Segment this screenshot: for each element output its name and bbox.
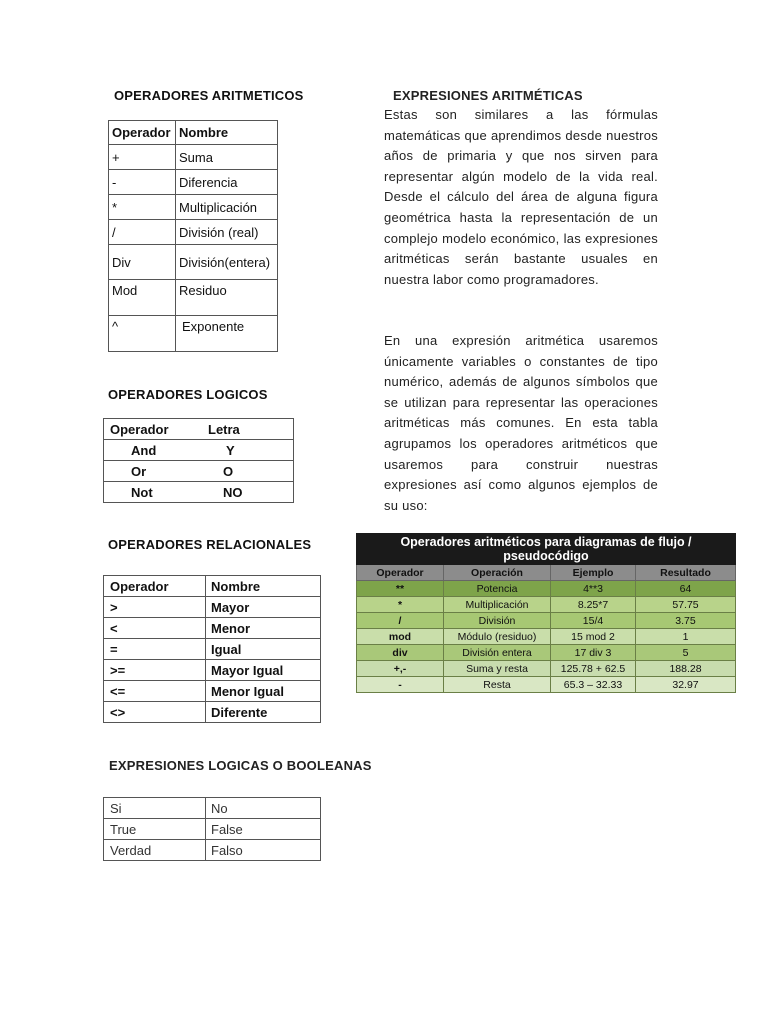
- table-row: [109, 280, 278, 316]
- table-cell: <>: [104, 702, 206, 723]
- table-cell: mod: [357, 629, 444, 645]
- table-cell: NO: [205, 482, 294, 503]
- table-row: [357, 629, 736, 645]
- table-cell: *: [357, 597, 444, 613]
- flow-table-title: Operadores aritméticos para diagramas de flujo / pseudocódigo: [357, 534, 736, 565]
- table-cell: 125.78 + 62.5: [551, 661, 636, 677]
- table-row: [104, 660, 321, 681]
- table-cell: True: [104, 819, 206, 840]
- table-cell: And: [104, 440, 206, 461]
- table-cell: +,-: [357, 661, 444, 677]
- table-row: [357, 613, 736, 629]
- table-row: [104, 461, 294, 482]
- header-cell: Nombre: [176, 121, 278, 145]
- arith-expr-title: EXPRESIONES ARITMÉTICAS: [393, 88, 583, 103]
- table-cell: 5: [636, 645, 736, 661]
- table-cell: >=: [104, 660, 206, 681]
- table-row: [104, 681, 321, 702]
- table-row: [104, 618, 321, 639]
- table-cell: Suma y resta: [444, 661, 551, 677]
- table-row: [104, 702, 321, 723]
- table-row: [104, 482, 294, 503]
- table-cell: <: [104, 618, 206, 639]
- table-header-row: [104, 576, 321, 597]
- header-cell: Letra: [205, 419, 294, 440]
- table-cell: Verdad: [104, 840, 206, 861]
- header-cell: Operador: [104, 576, 206, 597]
- table-row: [109, 195, 278, 220]
- flow-table-title-row: [357, 534, 736, 565]
- table-cell: 1: [636, 629, 736, 645]
- table-cell: /: [109, 220, 176, 245]
- table-row: [109, 170, 278, 195]
- table-cell: Not: [104, 482, 206, 503]
- arith-ops-table: [108, 120, 278, 352]
- table-cell: Resta: [444, 677, 551, 693]
- table-cell: div: [357, 645, 444, 661]
- table-cell: -: [357, 677, 444, 693]
- table-cell: 3.75: [636, 613, 736, 629]
- table-row: [357, 677, 736, 693]
- table-row: [104, 639, 321, 660]
- table-cell: Multiplicación: [176, 195, 278, 220]
- table-cell: 17 div 3: [551, 645, 636, 661]
- table-header-row: [104, 419, 294, 440]
- table-cell: 15/4: [551, 613, 636, 629]
- table-header-row: [357, 565, 736, 581]
- table-cell: Mod: [109, 280, 176, 316]
- table-cell: Multiplicación: [444, 597, 551, 613]
- table-cell: Mayor: [206, 597, 321, 618]
- flow-operators-table: [356, 533, 736, 693]
- table-cell: Div: [109, 245, 176, 280]
- header-cell: Operador: [109, 121, 176, 145]
- table-cell: División (real): [176, 220, 278, 245]
- table-cell: 57.75: [636, 597, 736, 613]
- table-cell: 64: [636, 581, 736, 597]
- table-cell: División entera: [444, 645, 551, 661]
- table-cell: >: [104, 597, 206, 618]
- table-cell: *: [109, 195, 176, 220]
- logic-ops-title: OPERADORES LOGICOS: [108, 387, 268, 402]
- header-cell: Operador: [357, 565, 444, 581]
- table-cell: Suma: [176, 145, 278, 170]
- table-cell: Igual: [206, 639, 321, 660]
- table-cell: 15 mod 2: [551, 629, 636, 645]
- table-row: [104, 597, 321, 618]
- table-cell: False: [206, 819, 321, 840]
- table-row: [357, 645, 736, 661]
- table-row: [357, 581, 736, 597]
- table-cell: 32.97: [636, 677, 736, 693]
- table-cell: <=: [104, 681, 206, 702]
- table-row: [109, 220, 278, 245]
- table-row: [104, 798, 321, 819]
- table-row: [104, 440, 294, 461]
- table-cell: Si: [104, 798, 206, 819]
- table-row: [104, 840, 321, 861]
- table-cell: Or: [104, 461, 206, 482]
- rel-ops-table: [103, 575, 321, 723]
- table-cell: +: [109, 145, 176, 170]
- table-cell: Diferencia: [176, 170, 278, 195]
- arith-expr-paragraph-2: En una expresión aritmética usaremos únicamente variables o constantes de tipo numérico, además de algunos símbolos que se utilizan para representar las operaciones aritméticas más comunes. En esta tabla agrupamos los operadores aritméticos que usaremos para construir nuestras expresiones así como algunos ejemplos de su uso:: [384, 333, 658, 513]
- table-cell: 65.3 – 32.33: [551, 677, 636, 693]
- table-cell: Potencia: [444, 581, 551, 597]
- bool-expr-title: EXPRESIONES LOGICAS O BOOLEANAS: [109, 758, 372, 773]
- table-row: [109, 245, 278, 280]
- rel-ops-title: OPERADORES RELACIONALES: [108, 537, 312, 552]
- table-row: [109, 316, 278, 352]
- header-cell: Operador: [104, 419, 206, 440]
- header-cell: Operación: [444, 565, 551, 581]
- arith-ops-title: OPERADORES ARITMETICOS: [114, 88, 304, 103]
- bool-expr-table: [103, 797, 321, 861]
- table-cell: -: [109, 170, 176, 195]
- table-cell: /: [357, 613, 444, 629]
- table-cell: Y: [205, 440, 294, 461]
- table-cell: =: [104, 639, 206, 660]
- logic-ops-table: [103, 418, 294, 503]
- table-cell: 4**3: [551, 581, 636, 597]
- table-cell: Módulo (residuo): [444, 629, 551, 645]
- table-cell: División: [444, 613, 551, 629]
- table-cell: Mayor Igual: [206, 660, 321, 681]
- table-cell: No: [206, 798, 321, 819]
- table-cell: Residuo: [176, 280, 278, 316]
- header-cell: Ejemplo: [551, 565, 636, 581]
- table-cell: Diferente: [206, 702, 321, 723]
- table-cell: 8.25*7: [551, 597, 636, 613]
- table-row: [357, 661, 736, 677]
- table-header-row: [109, 121, 278, 145]
- table-cell: División(entera): [176, 245, 278, 280]
- arith-expr-paragraph-1: Estas son similares a las fórmulas matemáticas que aprendimos desde nuestros años de primaria y que nos sirven para representar algún modelo de la vida real. Desde el cálculo del área de alguna figura geométrica hasta la representación de un complejo modelo económico, las expresiones aritméticas serán bastante usuales en nuestra labor como programadores.: [384, 107, 658, 287]
- table-row: [357, 597, 736, 613]
- table-cell: O: [205, 461, 294, 482]
- table-row: [104, 819, 321, 840]
- table-cell: Menor Igual: [206, 681, 321, 702]
- table-cell: Menor: [206, 618, 321, 639]
- table-cell: Exponente: [176, 316, 278, 352]
- table-cell: **: [357, 581, 444, 597]
- header-cell: Resultado: [636, 565, 736, 581]
- header-cell: Nombre: [206, 576, 321, 597]
- table-cell: Falso: [206, 840, 321, 861]
- table-cell: ^: [109, 316, 176, 352]
- table-row: [109, 145, 278, 170]
- table-cell: 188.28: [636, 661, 736, 677]
